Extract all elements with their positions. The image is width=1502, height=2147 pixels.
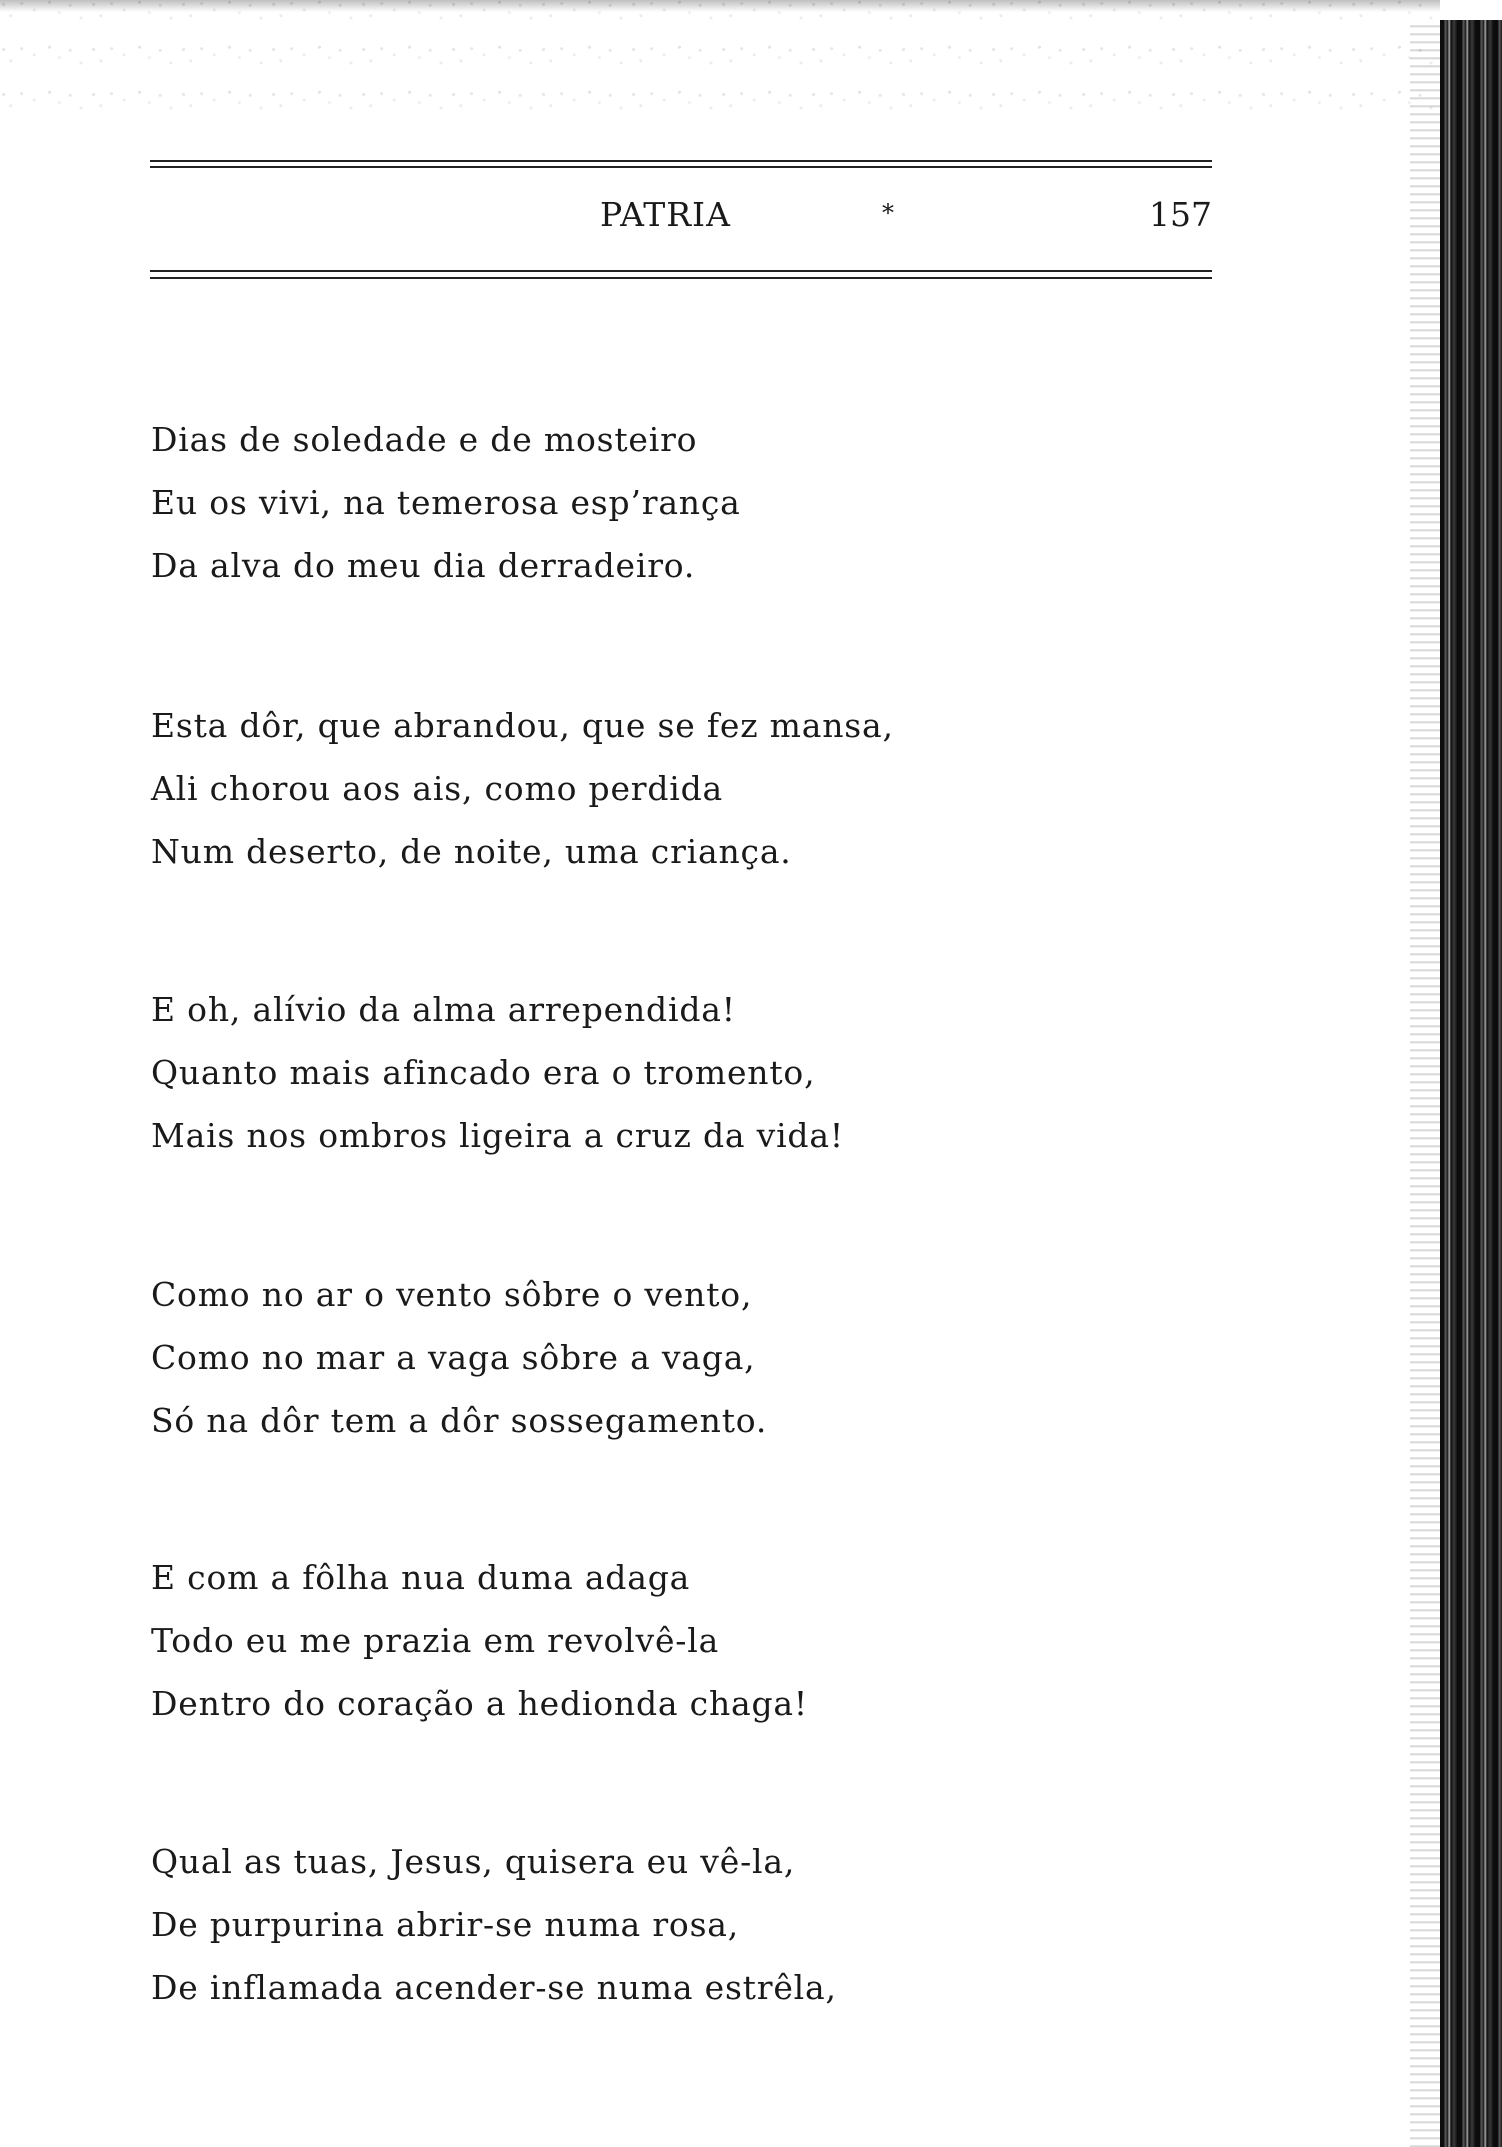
stanza [151,1546,808,1735]
verse-line: E com a fôlha nua duma adaga [151,1558,691,1597]
verse-line: Dentro do coração a hedionda chaga! [151,1684,808,1723]
verse-line: Como no ar o vento sôbre o vento, [151,1275,753,1314]
book-page-edge [1440,20,1502,2147]
verse-line: Todo eu me prazia em revolvê-la [151,1621,720,1660]
verse-line: Quanto mais afincado era o tromento, [151,1053,816,1092]
verse-line: Da alva do meu dia derradeiro. [151,546,696,585]
verse-line: E oh, alívio da alma arrependida! [151,990,736,1029]
header-rule-top [150,160,1212,162]
verse-line: Mais nos ombros ligeira a cruz da vida! [151,1116,844,1155]
stanza [151,1830,837,2019]
header-rule-bottom [150,270,1212,272]
stanza [151,408,741,597]
verse-line: De inflamada acender-se numa estrêla, [151,1968,837,2007]
running-head [150,195,1212,243]
verse-line: De purpurina abrir-se numa rosa, [151,1905,740,1944]
header-rule-top-inner [150,166,1212,168]
stanza [151,1263,767,1452]
verse-line: Eu os vivi, na temerosa esp’rança [151,483,741,522]
page-number: 157 [1149,195,1212,234]
stanza [151,978,844,1167]
scan-speckle [0,0,1440,130]
header-rule-bottom-inner [150,277,1212,279]
running-title: PATRIA [600,195,731,234]
verse-line: Dias de soledade e de mosteiro [151,420,698,459]
stanza [151,694,894,883]
verse-line: Esta dôr, que abrandou, que se fez mansa, [151,706,894,745]
verse-line: Num deserto, de noite, uma criança. [151,832,792,871]
verse-line: Qual as tuas, Jesus, quisera eu vê-la, [151,1842,796,1881]
verse-line: Só na dôr tem a dôr sossegamento. [151,1401,768,1440]
verse-line: Como no mar a vaga sôbre a vaga, [151,1338,756,1377]
verse-line: Ali chorou aos ais, como perdida [151,769,724,808]
asterisk-ornament-icon: * [882,199,894,227]
